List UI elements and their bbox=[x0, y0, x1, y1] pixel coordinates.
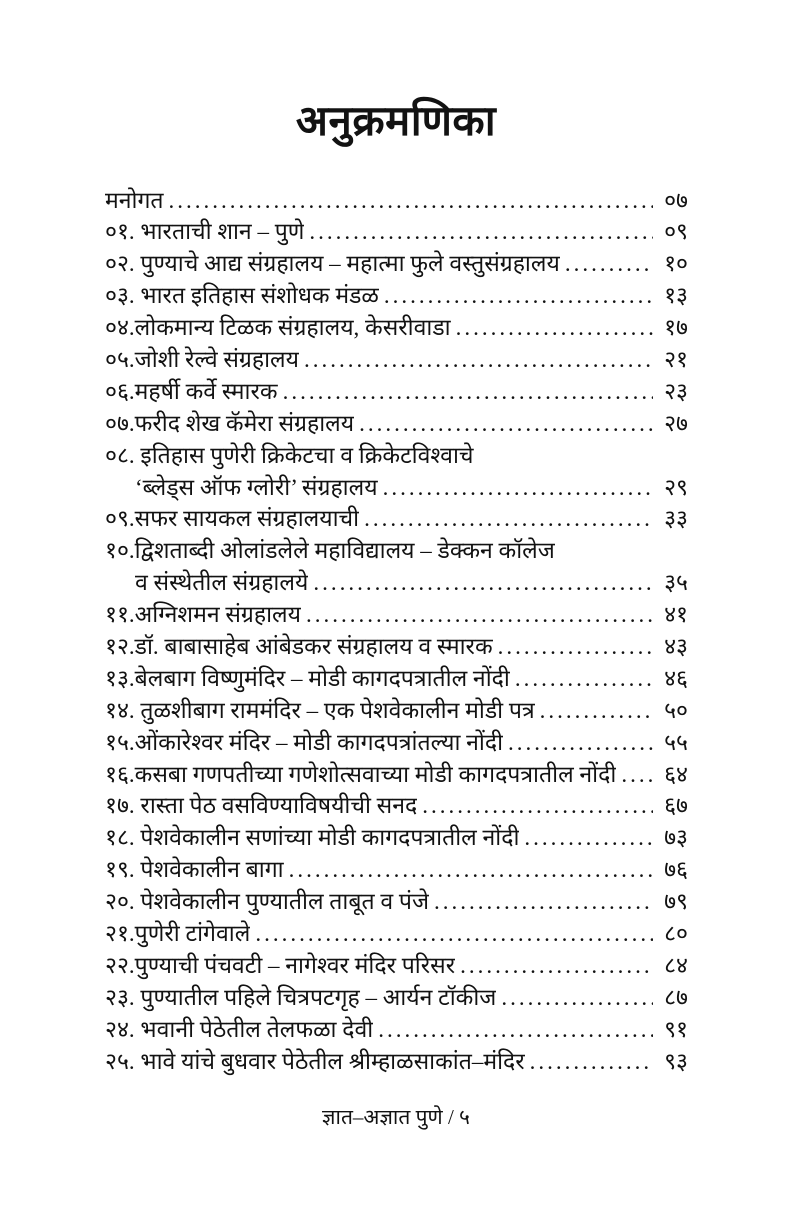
toc-page-number: ७९ bbox=[664, 889, 688, 915]
toc-entry-text: ०५.जोशी रेल्वे संग्रहालय bbox=[105, 346, 299, 372]
toc-entry-text: ‘ब्लेड्स ऑफ ग्लोरी’ संग्रहालय bbox=[135, 474, 378, 500]
toc-row bbox=[105, 695, 688, 727]
dot-leader bbox=[384, 280, 653, 312]
dot-leader bbox=[169, 185, 653, 217]
dot-leader bbox=[565, 248, 653, 280]
toc-entry-text: १४. तुळशीबाग राममंदिर – एक पेशवेकालीन मोडी पत्र bbox=[105, 697, 535, 723]
toc-page-number: १७ bbox=[664, 315, 688, 341]
toc-entry-text: १७. रास्ता पेठ वसविण्याविषयीची सनद bbox=[105, 793, 418, 819]
toc-page-number: ८० bbox=[664, 920, 688, 946]
dot-leader bbox=[524, 822, 653, 854]
toc-page-number: ९१ bbox=[664, 1016, 688, 1042]
toc-page-number: २३ bbox=[664, 378, 688, 404]
toc-entry-text: १५.ओंकारेश्वर मंदिर – मोडी कागदपत्रांतल्या नोंदी bbox=[105, 729, 504, 755]
toc-row bbox=[105, 886, 688, 918]
toc-entry-text: ०८. इतिहास पुणेरी क्रिकेटचा व क्रिकेटविश्वाचे bbox=[105, 442, 474, 468]
toc-entry-text: ०१. भारताची शान – पुणे bbox=[105, 219, 305, 245]
dot-leader bbox=[456, 312, 653, 344]
toc-entry-text: व संस्थेतील संग्रहालये bbox=[135, 570, 309, 596]
toc-entry-text: ०२. पुण्याचे आद्य संग्रहालय – महात्मा फुले वस्तुसंग्रहालय bbox=[105, 251, 560, 277]
toc-entry-text: ०७.फरीद शेख कॅमेरा संग्रहालय bbox=[105, 410, 355, 436]
toc-row bbox=[105, 472, 688, 504]
dot-leader bbox=[313, 567, 653, 599]
dot-leader bbox=[364, 503, 653, 535]
toc-row bbox=[105, 185, 688, 217]
toc-row bbox=[105, 822, 688, 854]
dot-leader bbox=[540, 695, 653, 727]
toc-row bbox=[105, 216, 688, 248]
toc-row bbox=[105, 631, 688, 663]
toc-row bbox=[105, 312, 688, 344]
toc-row bbox=[105, 950, 688, 982]
dot-leader bbox=[515, 663, 653, 695]
dot-leader bbox=[359, 408, 653, 440]
dot-leader bbox=[621, 759, 653, 791]
toc-row bbox=[105, 535, 688, 567]
toc-row bbox=[105, 248, 688, 280]
toc-row bbox=[105, 503, 688, 535]
toc-entry-text: २२.पुण्याची पंचवटी – नागेश्वर मंदिर परिसर bbox=[105, 952, 456, 978]
dot-leader bbox=[306, 599, 653, 631]
toc-page-number: ६७ bbox=[664, 793, 688, 819]
toc-entry-text: १६.कसबा गणपतीच्या गणेशोत्सवाच्या मोडी कागदपत्रातील नोंदी bbox=[105, 761, 617, 787]
toc-row bbox=[105, 1014, 688, 1046]
toc-row bbox=[105, 663, 688, 695]
toc-page-number: ८४ bbox=[664, 952, 688, 978]
toc-row bbox=[105, 854, 688, 886]
toc-entry-text: ०९.सफर सायकल संग्रहालयाची bbox=[105, 506, 360, 532]
toc-entry-text: १९. पेशवेकालीन बागा bbox=[105, 857, 284, 883]
toc-row bbox=[105, 1046, 688, 1078]
toc-entry-text: १८. पेशवेकालीन सणांच्या मोडी कागदपत्रातील नोंदी bbox=[105, 825, 520, 851]
toc-list bbox=[105, 185, 688, 1078]
dot-leader bbox=[283, 376, 653, 408]
toc-page-number: ३५ bbox=[664, 570, 688, 596]
toc-row bbox=[105, 344, 688, 376]
toc-page-number: ९३ bbox=[664, 1048, 688, 1074]
dot-leader bbox=[309, 216, 653, 248]
dot-leader bbox=[289, 854, 653, 886]
toc-page-number: ४३ bbox=[664, 633, 688, 659]
dot-leader bbox=[422, 790, 653, 822]
toc-page-number: ४१ bbox=[664, 602, 688, 628]
toc-entry-text: मनोगत bbox=[105, 187, 164, 213]
toc-page-number: ०७ bbox=[664, 187, 688, 213]
toc-entry-text: २०. पेशवेकालीन पुण्यातील ताबूत व पंजे bbox=[105, 889, 430, 915]
footer-text: ज्ञात–अज्ञात पुणे / ५ bbox=[322, 1105, 470, 1129]
toc-row bbox=[105, 790, 688, 822]
toc-page-number: ५० bbox=[664, 697, 688, 723]
toc-page-number: ०९ bbox=[664, 219, 688, 245]
dot-leader bbox=[434, 886, 653, 918]
dot-leader bbox=[304, 344, 653, 376]
toc-page-number: २७ bbox=[664, 410, 688, 436]
toc-page-number: १० bbox=[664, 251, 688, 277]
toc-row bbox=[105, 408, 688, 440]
toc-entry-text: १२.डॉ. बाबासाहेब आंबेडकर संग्रहालय व स्मारक bbox=[105, 633, 493, 659]
toc-entry-text: २१.पुणेरी टांगेवाले bbox=[105, 920, 251, 946]
toc-row bbox=[105, 376, 688, 408]
toc-page-number: ७६ bbox=[664, 857, 688, 883]
dot-leader bbox=[255, 918, 653, 950]
toc-page-number: ६४ bbox=[664, 761, 688, 787]
toc-entry-text: २४. भवानी पेठेतील तेलफळा देवी bbox=[105, 1016, 374, 1042]
toc-row bbox=[105, 727, 688, 759]
toc-page-number: ८७ bbox=[664, 984, 688, 1010]
toc-entry-text: १३.बेलबाग विष्णुमंदिर – मोडी कागदपत्रातील नोंदी bbox=[105, 665, 510, 691]
toc-row bbox=[105, 280, 688, 312]
toc-row bbox=[105, 599, 688, 631]
toc-page-number: २९ bbox=[664, 474, 688, 500]
toc-row bbox=[105, 440, 688, 472]
dot-leader bbox=[460, 950, 653, 982]
dot-leader bbox=[383, 472, 653, 504]
toc-page-number: १३ bbox=[664, 283, 688, 309]
toc-page-number: ४६ bbox=[664, 665, 688, 691]
page-title: अनुक्रमणिका bbox=[295, 99, 497, 145]
dot-leader bbox=[508, 727, 653, 759]
toc-page-number: ७३ bbox=[664, 825, 688, 851]
toc-entry-text: १०.द्विशताब्दी ओलांडलेले महाविद्यालय – डेक्कन कॉलेज bbox=[105, 538, 555, 564]
toc-row bbox=[105, 982, 688, 1014]
toc-entry-text: २५. भावे यांचे बुधवार पेठेतील श्रीम्हाळसाकांत–मंदिर bbox=[105, 1048, 525, 1074]
toc-entry-text: ०६.महर्षी कर्वे स्मारक bbox=[105, 378, 278, 404]
dot-leader bbox=[501, 982, 653, 1014]
toc-row bbox=[105, 759, 688, 791]
dot-leader bbox=[498, 631, 653, 663]
toc-page-number: ३३ bbox=[664, 506, 688, 532]
toc-row bbox=[105, 567, 688, 599]
dot-leader bbox=[530, 1046, 653, 1078]
toc-entry-text: ०३. भारत इतिहास संशोधक मंडळ bbox=[105, 283, 379, 309]
toc-entry-text: ११.अग्निशमन संग्रहालय bbox=[105, 602, 301, 628]
toc-row bbox=[105, 918, 688, 950]
toc-entry-text: ०४.लोकमान्य टिळक संग्रहालय, केसरीवाडा bbox=[105, 315, 451, 341]
page-footer bbox=[0, 1103, 792, 1131]
toc-page-number: २१ bbox=[664, 346, 688, 372]
dot-leader bbox=[378, 1014, 653, 1046]
toc-page-number: ५५ bbox=[664, 729, 688, 755]
toc-entry-text: २३. पुण्यातील पहिले चित्रपटगृह – आर्यन टॉकीज bbox=[105, 984, 497, 1010]
